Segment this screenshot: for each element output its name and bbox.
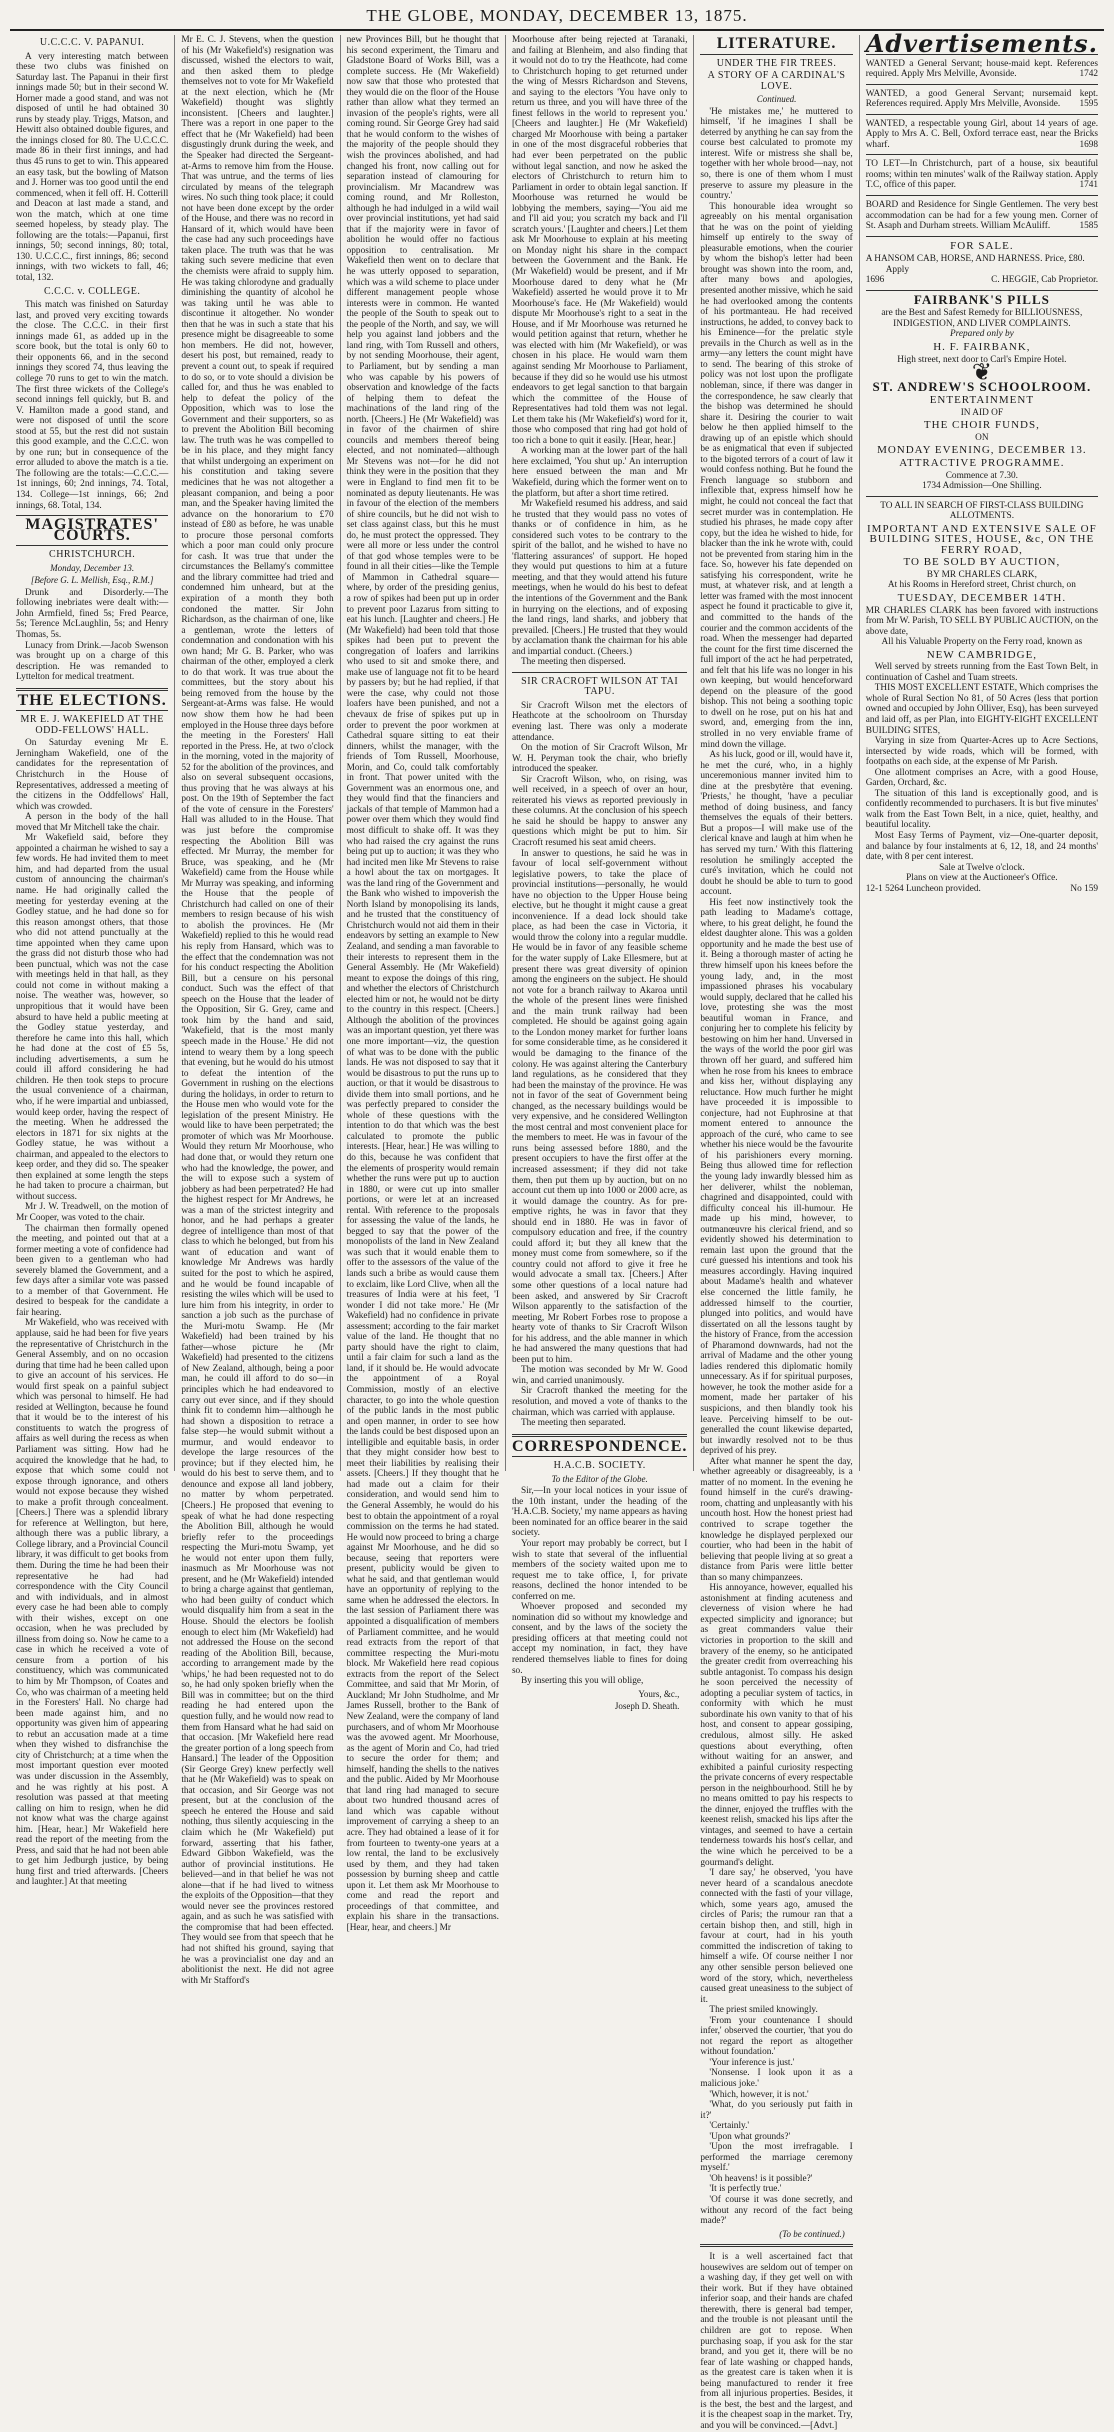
entertainment-programme: ATTRACTIVE PROGRAMME. [899, 456, 1065, 469]
story-title: UNDER THE FIR TREES. [716, 57, 837, 69]
auction-plans: Plans on view at the Auctioneer's Office. [906, 873, 1058, 884]
dateline: Monday, December 13. [50, 562, 135, 573]
article-paragraph: Mr J. W. Treadwell, on the motion of Mr Cooper, was voted to the chair. [16, 1202, 169, 1223]
auction-text: Most Easy Terms of Payment, viz—One-quarter deposit, and balance by four instalments at 6, 12, 18, and 24 months' date, with 8 per cent interest. [865, 831, 1099, 863]
continued-note: Continued. [756, 94, 797, 105]
auction-time: Sale at Twelve o'clock. [939, 862, 1025, 873]
article-paragraph: On the motion of Sir Cracroft Wilson, Mr W. H. Peryman took the chair, who briefly introduced the speaker. [511, 743, 688, 775]
article-heading: SIR CRACROFT WILSON AT TAI TAPU. [521, 675, 679, 698]
ad-text: BOARD and Residence for Single Gentlemen. The very best accommodation can be had for a few young men. Corner of St. Asaph and Durham streets. William McAuliff. [865, 200, 1099, 232]
article-heading: C.C.C. v. COLLEGE. [43, 285, 141, 297]
auction-text: Varying in size from Quarter-Acres up to Acre Sections, intersected by wide roads, which will be formed, with footpaths on each side, at the expense of Mr Parish. [865, 736, 1099, 768]
divider [700, 2244, 852, 2247]
article-paragraph: Sir Cracroft Wilson met the electors of Heathcote at the schoolroom on Thursday evening last. There was only a moderate attendance. [511, 700, 688, 743]
article-paragraph: 'Upon what grounds?' [709, 2131, 791, 2142]
letter-signature: Joseph D. Sheath. [614, 1701, 680, 1712]
article-paragraph: Mr Wakefield, who was received with applause, said he had been for five years the representative of Christchurch in the General Assembly, and on no occasion during that time had he been called upon to give an account of his services. He would first speak on a painful subject which was personal to himself. He had resided at Wellington, because he found that it would be to the interest of his constituents to watch the progress of affairs as well during the recess as when Parliament was sitting. How had he acquired the knowledge that he had, to expose that which some could not expose through ignorance, and others would not expose because they wished to make a profit through concealment. [Cheers.] There was a splendid library for reference at Wellington, but here, although there was a public library, a College library, and a Provincial Council library, it was difficult to get books from them. During the time he had been their representative he had had correspondence with the City Council and with individuals, and in almost every case he had been able to comply with their wishes, except on one occasion, when he was precluded by illness from doing so. Now he came to a case in which he received a vote of censure from a portion of his constituency, which was communicated to him by Mr Thompson, of Coates and Co, who was chairman of a meeting held in the Foresters' Hall. No charge had been made against him, and no opportunity was given him of appearing to rebut an accusation made at a time when they wished to disfranchise the city of Christchurch; at a time when the most important question ever mooted was under discussion in the Assembly, and he was rightly at his post. A resolution was passed at that meeting calling on him to resign, when he did not know what was the charge against him. [Hear, hear.] Mr Wakefield here read the report of the meeting from the Press, and said that he had not been able to get him Jedburgh justice, by being hung first and tried afterwards. [Cheers and laughter.] At that meeting [16, 1318, 169, 1888]
auction-sold: TO BE SOLD BY AUCTION, [903, 556, 1061, 569]
sub-heading: CHRISTCHURCH. [49, 549, 136, 561]
article-paragraph: After what manner he spent the day, whether agreeably or disagreeably, is a matter of no moment. In the evening he found himself in the curé's drawing-room, chatting and unpleasantly with his uncouth host. How the honest priest had contrived to scrape together the knowledge he displayed perplexed our courtier, who had been in the habit of believing that people living at so great a distance from Paris were little better than so many chimpanzees. [700, 1456, 853, 1583]
column-6 [860, 29, 1104, 1471]
ad-number: 1698 [1079, 139, 1099, 150]
entertainment-time: Commence at 7.30. [945, 470, 1019, 481]
ad-footer-row [866, 275, 1098, 286]
column-2 [175, 35, 340, 1986]
article-paragraph: This honourable idea wrought so agreeably on his mental organisation that he was on the point of yielding himself up entirely to the sway of pleasurable emotions, when the courier by whom the bishop's letter had been brought was shown into the room, and, after many bows and apologies, presented another missive, which he said he had overlooked among the contents of his portmanteau. He had received instructions, he added, to convey back to his Eminence—for the prelatic style prevails in the Church as well as in the army—any letters the count might have to send. The bearing of this stroke of policy was not lost upon the profligate nobleman, since, if there was danger in the correspondence, he saw clearly that the bishop was determined he should share it. Desiring the courier to wait below he then applied himself to the drawing up of an epistle which should be as enigmatical that even if subjected to the bigoted terrors of a court of law it would confess nothing. But he found the French language so stubborn and inflexible that, express himself how he might, he could not conceal the fact that secret murder was in contemplation. He studied his phrases, he made copy after copy, but the idea he wished to hide, for blacker than the ink he wrote with, could not be prevented from staring him in the face. So, however his fate depended on satisfying his correspondent, write he must, at whatever risk, and at length a letter was framed with the most innocent aspect he found it practicable to give it, and committed to the hands of the courier and the common accidents of the road. When the messenger had departed the count for the first time discerned the full import of the act he had perpetrated, and felt that his life was no longer in his own keeping, but would henceforward depend on the pleasure of the good bishop. This not being a soothing topic to dwell on he rose, put on his hat and sword, and, emerging from the inn, strolled in no very enviable frame of mind down the village. [700, 201, 853, 750]
ad-text: WANTED a General Servant; house-maid kept. References required. Apply Mrs Melville, Avonside. [865, 58, 1099, 80]
article-paragraph: 'Your inference is just.' [709, 2057, 795, 2068]
ad-number: 1742 [1079, 69, 1099, 80]
article-paragraph: The motion was seconded by Mr W. Good win, and carried unanimously. [511, 1365, 688, 1386]
article-paragraph: The chairman then formally opened the meeting, and pointed out that at a former meeting a vote of confidence had been given to a gentleman who had severely blamed the Government, and a few days after a similar vote was passed to a member of that Government. He desired to bespeak for the candidate a fair hearing. [16, 1223, 169, 1318]
article-paragraph: His feet now instinctively took the path leading to Madame's cottage, where, to his great delight, he found the eldest daughter alone. This was a golden opportunity and he made the best use of it. Being a thorough master of acting he threw himself upon his knees before the young lady, and, in the most impassioned phrases his vocabulary would supply, declared that he called his love, protesting she was the most beautiful woman in France, and conjuring her to complete his felicity by bestowing on him her hand. Unversed in the ways of the world the poor girl was thrown off her guard, and suffered him when he rose from his knees to embrace and kiss her, without displaying any reluctance. How much further he might have proceeded it is impossible to conjecture, had not Euphrosine at that moment entered to announce the approach of the curé, who came to see whether his niece would be the favourite of his parishioners every morning. Being thus allowed time for reflection the young lady inwardly blessed him as her deliverer, whilst the nobleman, chagrined and disappointed, could with difficulty conceal his ill-humour. He made up his mind, however, to outmanœuvre his clerical friend, and so evidently showed his determination to remain last upon the ground that the curé guessed his intentions and took his measures accordingly. Having inquired about Madame's health and whatever else concerned the little family, he addressed himself to the courtier, plunged into politics, and would have dissertated on all the lessons taught by the history of France, from the accession of Pharamond downwards, had not the arrival of Madame and the other young ladies rendered this diplomatic homily unnecessary. As if for spiritual purposes, however, he took the mother aside for a moment, made her partaker of his suspicions, and then blandly took his leave. Perceiving himself to be out-generalled the count likewise departed, but inwardly resolved not to be thus deprived of his prey. [700, 897, 853, 1457]
column-1 [10, 35, 175, 1888]
ad-text: WANTED, a respectable young Girl, about 14 years of age. Apply to Mrs A. C. Bell, Oxford terrace east, near the Bricks wharf. [865, 118, 1099, 150]
article-paragraph: As his luck, good or ill, would have it, he met the curé, who, in a highly unceremonious manner invited him to dine at the presbytère that evening. 'Priests,' he thought, 'have a peculiar method of doing business, and fancy themselves the equals of their betters. But a propos—I will make use of the clerical knave and laugh at him when he has served my turn.' With this flattering resolution he smilingly accepted the curé's invitation, which he could not doubt he should be able to turn to good account. [700, 750, 853, 898]
article-paragraph: Sir Cracroft thanked the meeting for the resolution, and moved a vote of thanks to the chairman, which was carried with applause. [511, 1386, 688, 1418]
article-paragraph: This match was finished on Saturday last, and proved very exciting towards the close. The C.C.C. in their first innings made 61, as added up in the score book, but the total is only 60 to their opponents 66, and in the second innings they scored 74, thus leaving the college 70 runs to get to win the match. The first three wickets of the College's second innings fell quickly, but B. and V. Hamilton made a good stand, and were not disposed of until the score stood at 55, but the rest did not sustain this good example, and the C.C.C. won by one run; but in consequence of the error alluded to above the match is a tie. The following are the totals:—C.C.C.—1st innings, 60; 2nd innings, 74. Total, 134. College—1st innings, 66; 2nd innings, 68. Total, 134. [16, 300, 169, 511]
article-paragraph: His annoyance, however, equalled his astonishment at finding acuteness and cleverness of vision where he had expected simplicity and ignorance; but as great commanders value their victories in proportion to the skill and bravery of the enemy, so he anticipated the greater credit from overreaching his subtle antagonist. To compass his design he soon perceived the necessity of adopting a peculiar system of tactics, in conformity with which he must subordinate his own vanity to that of his host, and consent to appear gossiping, credulous, almost silly. He asked questions about everything, often without waiting for an answer, and exhibited a painful curiosity respecting the private concerns of every respectable person in the neighbourhood. Still he by no means omitted to pay his respects to the dinner, enjoyed the truffles with the keenest relish, smacked his lips after the vintages, and seemed to have a certain tenderness towards his host's cellar, and the wine which he perceived to be a gourmand's delight. [700, 1583, 853, 1868]
article-paragraph: 'Oh heavens! is it possible?' [709, 2173, 813, 2184]
divider [16, 545, 168, 546]
article-paragraph: 'I dare say,' he observed, 'you have never heard of a scandalous anecdote connected with the fasti of your village, which, some years ago, amused the circles of Paris; the rumour ran that a certain bishop then, and still, high in favour at court, had in his youth committed the indiscretion of taking to himself a wife. Of course neither I nor any other sensible person believed one word of the story, which, nevertheless caused great uneasiness to the subject of it. [700, 1868, 853, 2005]
article-paragraph: A working man at the lower part of the hall here exclaimed, 'You shut up.' An interruption here ensued between the man and Mr Wakefield, during which the former went on to the platform, but after a short time retired. [511, 446, 688, 499]
entertainment-date: MONDAY EVENING, DECEMBER 13. [877, 444, 1087, 457]
ad-apply: Apply [885, 264, 909, 275]
article-paragraph: Lunacy from Drink.—Jacob Swenson was brought up on a charge of this description. He was remanded to Lyttelton for medical treatment. [16, 640, 169, 683]
bench-note: [Before G. L. Mellish, Esq., R.M.] [30, 575, 154, 586]
auction-number: No 159 [1070, 883, 1099, 894]
article-paragraph: Sir Cracroft Wilson, who, on rising, was well received, in a speech of over an hour, reiterated his views as reported previously in these columns. At the conclusion of his speech he said he should be happy to answer any questions which might be put to him. Sir Cracroft resumed his seat amid cheers. [511, 774, 688, 849]
entertainment-admission: 1734 Admission—One Shilling. [922, 481, 1042, 492]
article-paragraph: On Saturday evening Mr E. Jerningham Wakefield, one of the candidates for the representation of Christchurch in the House of Representatives, addressed a meeting of the citizens in the Oddfellows' Hall, which was crowded. [16, 738, 169, 812]
article-paragraph: A person in the body of the hall moved that Mr Mitchell take the chair. [16, 812, 169, 833]
divider [866, 236, 1098, 237]
advertorial-paragraph: It is a well ascertained fact that housewives are seldom out of temper on a washing day, if they get well on with their work. But if they have obtained inferior soap, and their hands are chafed therewith, there is general bad temper, and the trouble is not pleasant until the children are got to repose. When purchasing soap, if you ask for the star brand, and you get it, there will be no fear of late washing or chapped hands, as the greatest care is taken when it is being manufactured to render it free from all injurious properties. Besides, it is the best, the best and the largest, and it is the cheapest soap in the market. Try, and you will be convinced.—[Advt.] [700, 2252, 853, 2431]
section-heading: LITERATURE. [716, 35, 837, 52]
ad-number: 1741 [1079, 180, 1099, 191]
divider [16, 688, 168, 691]
entertainment-aid: IN AID OF [960, 407, 1004, 418]
auction-ad [866, 501, 1098, 895]
column-4 [506, 35, 694, 1712]
for-sale-heading: FOR SALE. [950, 239, 1014, 252]
entertainment-cause: THE CHOIR FUNDS, [923, 419, 1040, 432]
article-paragraph: Your report may probably be correct, but I wish to state that several of the influential members of the society waited upon me to request me to take office, I, for private reasons, declined the honor intended to be conferred on me. [511, 1539, 688, 1602]
for-sale-ad [866, 254, 1098, 286]
auction-text: The situation of this land is exceptionally good, and is confidently recommended to purchasers. It is but five minutes' walk from the East Town Belt, in a nice, quiet, healthy, and beautiful locality. [865, 788, 1099, 831]
auction-by: BY MR CHARLES CLARK, [926, 569, 1037, 580]
article-paragraph: Mr Wakefield said, before they appointed a chairman he wished to say a few words. He had invited them to meet him, and had departed from the usual custom of announcing the chairman's name. He had originally called the meeting for yesterday evening at the Godley statue, and he had done so for this reason amongst others, that those who did not attend punctually at the time appointed when they came upon the grass did not disturb those who had been punctual, which was not the case with meetings held in that hall, as they could not come in without making a noise. The weather was, however, so unpropitious that it would have been absurd to have held a public meeting at the Godley statue yesterday, and therefore he came into this hall, which he had done at the cost of £5 5s, including advertisements, a sum he could ill afford considering he had children. He then took steps to procure the usual convenience of a chairman, who, if he were impartial and unbiassed, would keep order, having the respect of the meeting. When he addressed the electors in 1871 for six nights at the Godley statue, he was without a chairman, and appealed to the electors to keep order, and they did so. The speaker then explained at some length the steps he had taken to procure a chairman, but without success. [16, 833, 169, 1202]
ad-number: 1585 [1079, 221, 1099, 232]
pills-text: are the Best and Safest Remedy for BILLIOUSNESS, INDIGESTION, AND LIVER COMPLAINTS. [881, 308, 1083, 329]
auction-text: Well served by streets running from the East Town Belt, in continuation of Cashel and Tuam streets. [865, 662, 1099, 683]
classified-ad [866, 159, 1098, 191]
section-heading: MAGISTRATES' COURTS. [25, 516, 159, 544]
article-paragraph: By inserting this you will oblige, [520, 1676, 644, 1687]
auction-luncheon: 12-1 5264 Luncheon provided. [865, 883, 981, 894]
article-paragraph: 'It is perfectly true.' [709, 2184, 782, 2195]
divider [866, 290, 1098, 291]
divider [866, 114, 1098, 115]
story-subtitle: A STORY OF A CARDINAL'S LOVE. [707, 70, 846, 92]
section-heading: CORRESPONDENCE. [511, 1437, 688, 1455]
pills-title: FAIRBANK'S PILLS [913, 291, 1050, 307]
auction-rooms: At his Rooms in Hereford street, Christ church, on [887, 580, 1076, 591]
article-paragraph: 'What, do you seriously put faith in it?' [700, 2100, 853, 2121]
article-paragraph: Sir,—In your local notices in your issue of the 10th instant, under the heading of the 'H.A.C.B. Society,' my name appears as having been nominated for an office bearer in the said society. [511, 1486, 688, 1539]
auction-headline: TO ALL IN SEARCH OF FIRST-CLASS BUILDING ALLOTMENTS. [880, 500, 1084, 522]
divider [512, 1456, 687, 1457]
column-5 [694, 35, 859, 2431]
entertainment-ad [866, 378, 1098, 492]
ad-advertiser: C. HEGGIE, Cab Proprietor. [991, 275, 1099, 286]
ad-text: WANTED, a good General Servant; nursemaid kept. References required. Apply Mrs Melville, Avonside. [865, 88, 1099, 110]
article-paragraph: 'From your countenance I should infer,' observed the courtier, 'that you do not regard the report as altogether without foundation.' [700, 2015, 853, 2058]
letter-address: To the Editor of the Globe. [551, 1473, 648, 1484]
auction-property: All his Valuable Property on the Ferry road, known as [881, 637, 1083, 648]
pills-prepared: Prepared only by [949, 329, 1014, 340]
crest-icon: ❦ [971, 360, 992, 387]
divider [512, 672, 687, 673]
divider [866, 154, 1098, 155]
classified-ad [866, 59, 1098, 80]
classified-ad [866, 200, 1098, 232]
auction-text: THIS MOST EXCELLENT ESTATE, Which comprises the whole of Rural Section No 81, of 50 Acres (less that portion owned and occupied by John Olliver, Esq), has been surveyed and laid off, as per Plan, into EIGHTY-EIGHT EXCELLENT BUILDING SITES, [865, 683, 1099, 736]
ad-text: A HANSOM CAB, HORSE, AND HARNESS. Price, £80. [865, 254, 1085, 265]
auction-estate-name: NEW CAMBRIDGE, [926, 648, 1038, 661]
article-paragraph: Mr Wakefield resumed his address, and said he trusted that they would pass no votes of thanks or of confidence in him, as he considered such votes to be contrary to the spirit of the ballot, and he wished to have no 'flattering assurances' of support. He hoped they would put questions to him at a future meeting, and that they would attend his future meetings, when he would do his best to defeat the intentions of the Government and the Bank in hurrying on the elections, and of exposing the land rings, land sharks, and jobbery that prevailed. [Cheers.] He trusted that they would by acclamation thank the chairman for his able and impartial conduct. (Cheers.) [511, 499, 688, 657]
divider [16, 710, 168, 711]
masthead: THE GLOBE, MONDAY, DECEMBER 13, 1875. [10, 4, 1104, 31]
auction-text: MR CHARLES CLARK has been favored with instructions from Mr W. Parish, TO SELL BY PUBLIC AUCTION, on the above date, [865, 605, 1099, 637]
pills-address: High street, next door to Carl's Empire Hotel. [897, 354, 1067, 365]
auction-date: TUESDAY, DECEMBER 14TH. [897, 591, 1067, 604]
article-paragraph: The meeting then dispersed. [520, 657, 626, 668]
sub-heading: MR E. J. WAKEFIELD AT THE ODD-FELLOWS' HALL. [20, 714, 164, 736]
auction-footer-row [866, 884, 1098, 895]
article-paragraph: Moorhouse after being rejected at Taranaki, and failing at Blenheim, and also finding that it would not do to try the Heathcote, had come to Christchurch hoping to get returned under the wing of Messrs Richardson and Stevens, and saying to the electors 'You have only to return us three, and you will have three of the finest fellows in the world to represent you.' [Cheers and laughter.] He (Mr Wakefield) charged Mr Moorhouse with being a partaker in one of the most disgraceful robberies that had ever been perpetrated on the public without legal sanction, and now he asked the electors of Christchurch to return him to Parliament in order to obtain legal sanction. If Moorhouse was returned he would be lobbying the members, saying—'You aid me and I'll aid you; you scratch my back and I'll scratch yours.' [Laughter and cheers.] Let them ask Mr Moorhouse to explain at his meeting on Monday night his share in the compact between the Government and the Bank. He (Mr Wakefield) would be present, and if Mr Moorhouse dared to deny what he (Mr Wakefield) asserted he would prove it to Mr Moorhouse's face. He (Mr Wakefield) would dispute Mr Moorhouse's right to a seat in the House, and if Mr Moorhouse was returned he would petition against that return, whether he was elected with him (Mr Wakefield), or was chosen in his place. He would warn them against sending Mr Moorhouse to Parliament, because if they did so he would use his utmost endeavors to get legal sanction to that bargain which the committee of the House of Representatives had told them was not legal. Let them take his (Mr Wakefield's) word for it, those who composed that ring had got hold of too rich a bone to quit it easily. [Hear, hear.] [511, 35, 688, 446]
ad-number: 1595 [1079, 99, 1099, 110]
classified-ad [866, 89, 1098, 110]
article-paragraph: 'Upon the most irrefragable. I performed the marriage ceremony myself.' [700, 2142, 853, 2174]
divider [866, 84, 1098, 85]
pills-maker: H. F. FAIRBANK, [933, 341, 1031, 354]
sub-heading: H.A.C.B. SOCIETY. [553, 1460, 646, 1472]
divider [866, 195, 1098, 196]
continued-note: (To be continued.) [779, 2228, 845, 2239]
article-paragraph: Mr E. C. J. Stevens, when the question of his (Mr Wakefield's) resignation was discussed, wished the electors to wait, and then asked them to pledge themselves not to vote for Mr Wakefield at the next election, which he (Mr Wakefield) thought was slightly inconsistent. [Cheers and laughter.] There was a report in one paper to the effect that he (Mr Wakefield) had been disgustingly drunk during the week, and the Speaker had directed the Sergeant-at-Arms to remove him from the House. That was untrue, and the terms of lies circulated by means of the telegraph wires. No such thing took place; it could not have been done except by the order of the House, and there was no record in Hansard of it, which would have been the case had any such proceedings have taken place. The truth was that he was taking such severe medicine that even the chemists were afraid to supply him. He was taking chlorodyne and gradually diminishing the quantity of alcohol he was taking until he was able to discontinue it altogether. No wonder then that he was in such a state that his presence might be disagreeable to some hon members. He did not, however, desert his post, but remained, ready to prevent a count out, to speak if required to do so, or to vote should a division be called for, and thus he was enabled to help to defeat the policy of the Opposition, which was to lose the Government and their supporters, so as to prevent the Abolition Bill becoming law. The truth was he was compelled to be in his place, and they might fancy that whilst undergoing an experiment on his constitution and taking severe medicines that he was not altogether a pleasant companion, and being a poor man, and the Speaker having limited the advance on the honorarium to £70 instead of £80 as before, he was unable to procure those personal comforts which a poor man could only procure for cash. It was true that under the circumstances the Bellamy's committee and the library committee had tried and condemned him unheard, but at the expiration of a month they both condoned the matter. Sir John Richardson, as the chairman of one, like a gentleman, wrote the letters of condemnation and condonation with his own hand; Mr G. B. Parker, who was chairman of the other, employed a clerk to do that work. It was true about the committees, but the story about his being removed from the house by the Sergeant-at-Arms was false. He would now show them how he had been employed in the House three days before the meeting in the Foresters' Hall reported in the Press. He, at two o'clock in the morning, voted in the majority of 52 for the abolition of the provinces, and also on several subsequent occasions, thus proving that he was always at his post. On the 19th of September the fact of the vote of censure in the Foresters' Hall was alluded to in the House. That was just before the compromise respecting the Abolition Bill was effected. Mr Murray, the member for Bruce, was speaking, and he (Mr Wakefield) came from the House while Mr Murray was speaking, and informing the House that the people of Christchurch had called on one of their members to resign because of his wish to abolish the provinces. He (Mr Wakefield) replied to this he would read his reply from Hansard, which was to the effect that the condemnation was not for his conduct respecting the Abolition Bill, but a censure on his personal conduct. Such was the effect of that speech on the House that the leader of the Opposition, Sir G. Grey, came and took him by the hand and said, 'Wakefield, that is the most manly speech made in the House.' He did not intend to weary them by a long speech that evening, but he would do his utmost to defeat the intention of the Government in rushing on the elections during the holidays, in order to return to the House men who would vote for the legislation of the present Ministry. He would like to have been perpetrated; the promoter of which was Mr Moorhouse. Would they return Mr Moorhouse, who had done that, or would they return one who had the knowledge, the power, and the will to expose such a system of jobbery as had been perpetrated? He had the highest respect for Mr Andrews, he was a man of the strictest integrity and honor, and he had perhaps a greater degree of intelligence than most of that class to which he belonged, but from his want of education and want of knowledge Mr Andrews was hardly suited for the post to which he aspired, and he would be found incapable of resisting the wiles which will be used to lure him from his integrity, in order to sanction a job such as the purchase of the Muri-motu Swamp. He (Mr Wakefield) had been trained by his father—whose picture he (Mr Wakefield) had presented to the citizens of New Zealand, although, being a poor man, he could ill afford to do so—in principles which he had endeavored to carry out ever since, and if they should think fit to condemn him—although he had shown a disposition to retrace a false step—he would submit without a murmur, and would endeavor to develope the large resources of the province; but if they elected him, he would do his best to serve them, and to denounce and expose all land jobbery, no matter by whom perpetrated. [Cheers.] He proposed that evening to speak of what he had done respecting the Abolition Bill, although he would briefly refer to the proceedings respecting the Muri-motu Swamp, yet he would not enter upon them fully, inasmuch as Mr Moorhouse was not present, and he (Mr Wakefield) intended to bring a charge against that gentleman, who had been guilty of conduct which would disqualify him from a seat in the House. Should the electors be foolish enough to elect him (Mr Wakefield) had not addressed the House on the second reading of the Abolition Bill, because, according to arrangement made by the 'whips,' he had been requested not to do so, he had only spoken briefly when the Bill was in committee; but on the third reading he had entered upon the question fully, and he would now read to them from Hansard what he had said on that occasion. [Mr Wakefield here read the greater portion of a long speech from Hansard.] The leader of the Opposition (Sir George Grey) knew perfectly well that he (Mr Wakefield) was to speak on that occasion, and Sir George was not present, but at the conclusion of the speech he entered the House and said nothing, thus silently acquiescing in the claim which he (Mr Wakefield) put forward, asserting that his father, Edward Gibbon Wakefield, was the author of provincial institutions. He believed—and in that belief he was not alone—that if he had lived to witness the exploits of the Opposition—that they would never see the provinces restored again, and as such he was satisfied with the compromise that had been effected. They would see from that speech that he had not shifted his ground, saying that he was a provincialist one day and an abolitionist the next. He did not agree with Mr Stafford's [181, 35, 334, 1986]
article-paragraph: Whoever proposed and seconded my nomination did so without my knowledge and consent, and by the laws of the society the presiding officers at that meeting could not accept my nomination, in fact, they have rendered themselves liable to fines for doing so. [511, 1602, 688, 1676]
pills-ad [866, 291, 1098, 365]
article-paragraph: new Provinces Bill, but he thought that his second experiment, the Timaru and Gladstone Board of Works Bill, was a complete success. He (Mr Wakefield) now saw that those who protested that they would die on the floor of the House rather than allow what they termed an invasion of the people's rights, were all coming round. Sir George Grey had said that he would conform to the wishes of the majority of the people should they wish the provinces abolished, and had changed his front, now calling out for separation instead of clamouring for provincialism. Mr Macandrew was coming round, and Mr Rolleston, although he had indulged in a wild wail over provincial institutions, yet had said that if the majority were in favor of abolition he would offer no factious opposition to centralisation. Mr Wakefield then went on to declare that he was utterly opposed to separation, which was a wild scheme to place under different management people whose interests were in common. He wanted the people of the South to speak out to the people of the North, and say, we will help you against land jobbers and the land ring, with Tom Russell and others, by not sending Moorhouse, their agent, to Parliament, but by sending a man who was capable by his powers of observation and knowledge of the facts of helping them to defeat the machinations of the land ring of the north. [Cheers.] He (Mr Wakefield) was in favor of the chairmen of shire councils and members thereof being elected, and not nominated—although Mr Stevens was not—for he did not think they were in the position that they were in England to find men fit to be nominated as deputy lieutenants. He was in favour of the election of the members of shire councils, but he did not wish to set class against class, but this he must do, he must protect the oppressed. They were all more or less under the control of that god whose temples were to be found in all their cities—like the Temple of Mammon in Cathedral square—where, by order of the presiding genius, a row of spikes had been put up in order to prevent poor Lazarus from sitting to eat his lunch. [Laughter and cheers.] He (Mr Wakefield) had been told that those spikes had been put to prevent the congregation of loafers and larrikins who used to sit and smoke there, and make use of language not fit to be heard by passers by; but he had replied, if that were the case, why could not those loafers have been punished, and not a chevaux de frise of spikes put up in order to prevent the poor workmen at Cathedral square sitting to eat their dinners, whilst the manager, with the friends of Tom Russell, Moorhouse, Morin, and Co, could talk comfortably in front. That power united with the Government was an enormous one, and they would find that the financiers and jackals of that temple of Mammon had a power over them which they would find most difficult to shake off. It was they who had raised the cry against the runs being put up to auction; it was they who had incited men like Mr Stevens to raise a howl about the tax on mortgages. It was the land ring of the Government and the Bank who wished to impoverish the North Island by monopolising its lands, and he trusted that the constituency of Christchurch would not aid them in their endeavors by setting an example to New Zealand, and sending a man favorable to their interests to represent them in the General Assembly. He (Mr Wakefield) meant to expose the doings of this ring, and whether the electors of Christchurch elected him or not, he would not be dirty to the country in this respect. [Cheers.] Although the abolition of the provinces was an important question, yet there was one more important—viz, the question of what was to be done with the public lands. He was not disposed to say that it would be disastrous to put the runs up to auction, or that it would be disastrous to divide them into small portions, and he was perfectly prepared to consider the whole of these questions with the intention to do that which was the best calculated to promote the public interests. [Hear, hear.] He was willing to do this, because he was confident that the elements of prosperity would remain whether the runs were put up to auction in 1880, or were cut up into smaller portions, or were let at an increased rental. With reference to the proposals for assessing the value of the lands, he begged to say that the power of the monopolists of the land in New Zealand was such that it would enable them to offer to the assessors of the value of the lands such a bribe as would cause them to exclaim, like Lord Clive, when all the treasures of India were at his feet, 'I wonder I did not take more.' He (Mr Wakefield) had no confidence in private assessment; according to the fair market value of the land. He thought that no party should have the right to claim, until a fair claim for such a land as the land, if it should be. He would advocate the appointment of a Royal Commission, mostly of an elective character, to go into the whole question of the public lands in the most public and open manner, in order to see how the lands could be best disposed upon an intelligible and equitable basis, in order that they might consider how best to meet their liabilities by realising their assets. [Cheers.] If they thought that he had made out a claim for their consideration, and would send him to the General Assembly, he would do his best to obtain the appointment of a royal commission on the terms he had stated. He would now proceed to bring a charge against Mr Moorhouse, and he did so because, seeing that reporters were present, publicity would be given to what he said, and that gentleman would have an opportunity of replying to the same when he addressed the electors. In the last session of Parliament there was appointed a disqualification of members of Parliament committee, and he would read extracts from the report of that committee respecting the Muri-motu block. Mr Wakefield here read copious extracts from the report of the Select Committee, and said that Mr Morin, of Auckland; Mr John Studholme, and Mr James Russell, brother to the Bank of New Zealand, were the company of land purchasers, and of whom Mr Moorhouse was the avowed agent. Mr Moorhouse, as the agent of Morin and Co, had tried to secure the order for them; and himself, handing the shells to the natives and the public. Aided by Mr Moorhouse that land ring had managed to secure about two hundred thousand acres of land which was capable without improvement of carrying a sheep to an acre. They had obtained a lease of it for from fourteen to twenty-one years at a low rental, the land to be exclusively used by them, and they had taken possession by burning sheep and cattle upon it. Let them ask Mr Moorhouse to come and read the report and proceedings of that committee, and explain his share in the transactions. [Hear, hear, and cheers.] Mr [346, 35, 499, 1933]
entertainment-title: ENTERTAINMENT [929, 394, 1035, 407]
article-paragraph: 'Which, however, it is not.' [709, 2089, 809, 2100]
article-paragraph: 'Of course it was done secretly, and without any record of the fact being made?' [700, 2195, 853, 2227]
column-3 [341, 35, 506, 1933]
divider [866, 496, 1098, 497]
article-heading: U.C.C.C. V. PAPANUI. [39, 37, 145, 48]
entertainment-venue: ST. ANDREW'S SCHOOLROOM. [872, 378, 1092, 394]
article-paragraph: In answer to questions, he said he was in favour of local self-government without legislative powers, to take the place of provincial institutions—personally, he would have no objection to the Upper House being elective, but he thought it might cause a great inconvenience. If a dead lock should take place, as had been the case in Victoria, it would throw the colony into a regular muddle. He would be in favor of any feasible scheme for the water supply of Lake Ellesmere, but at present there was great diversity of opinion among the engineers on the subject. He should not vote for a branch railway to Akaroa until the whole of the present lines were finished and the main trunk railway had been completed. He should be against going again to the London money market for further loans for some considerable time, as he considered it would be damaging to the finance of the colony. He was against altering the Canterbury land regulations, as he considered that they had been the mainstay of the province. He was not in favor of the seat of Government being changed, as the necessary buildings would be very expensive, and he considered Wellington the most central and most convenient place for the members to meet. He was in favour of the runs being assessed before 1880, and the present occupiers to have the first offer at the increased assessment; if they did not take them, then put them up by auction, but on no account cut them up into 1000 or 2000 acre, as it would damage the country. As for pre-emptive rights, he was in favor that they should end in 1880. He was in favor of compulsory education and free, if the country could afford it; but they all knew that the money must come from somewhere, so if the country could not afford to give it free he would advocate a small tax. [Cheers.] After some other questions of a local nature had been asked, and answered by Sir Cracroft Wilson apparently to the satisfaction of the meeting, Mr Robert Forbes rose to propose a hearty vote of thanks to Sir Cracroft Wilson for his address, and the able manner in which he had answered the many questions that had been put to him. [511, 848, 688, 1365]
article-paragraph: Drunk and Disorderly.—The following inebriates were dealt with:—John Armfield, fined 5s; Fred Pearce, 5s; Terence McLaughlin, 5s; and Henry Thomas, 5s. [16, 587, 169, 640]
article-paragraph: 'Nonsense. I look upon it as a malicious joke.' [700, 2068, 853, 2089]
divider [512, 1434, 687, 1437]
article-paragraph: 'Certainly.' [709, 2121, 750, 2132]
article-paragraph: 'He mistakes me,' he muttered to himself, 'if he imagines I shall be deterred by anything he can say from the course best calculated to promote my interest. Wife or mistress she shall be, together with her whole brood—nay, not so, there is one of them whom I must preserve to assure my pleasure in the country.' [700, 106, 853, 202]
article-paragraph: A very interesting match between these two clubs was finished on Saturday last. The Papanui in their first innings made 50; but in their second W. Horner made a good stand, and was not disposed of until he had obtained 30 runs by steady play. Triggs, Matson, and Hewitt also obtained double figures, and the innings closed for 80. The U.C.C.C. made 86 in their first innings, and had thus 45 runs to get to win. This appeared an easy task, but the bowling of Matson and J. Horner was too good until the end commenced, when it fell off. H. Cotterill and Deacon at last made a stand, and won the match, which at one time seemed hopeless, by steady play. The following are the totals:—Papanui, first innings, 50; second innings, 80; total, 130. U.C.C.C., first innings, 86; second innings, with two wickets to fall, 46; total, 132. [16, 51, 169, 284]
classified-ad [866, 119, 1098, 151]
divider [700, 54, 852, 55]
article-paragraph: The priest smiled knowingly. [709, 2005, 818, 2016]
ad-number: 1696 [865, 275, 885, 286]
letter-signoff: Yours, &c., [638, 1688, 680, 1699]
columns [10, 29, 1104, 2431]
entertainment-on: ON [975, 432, 989, 443]
section-heading: THE ELECTIONS. [17, 691, 167, 709]
advertisements-title: Advertisements. [865, 29, 1099, 58]
auction-title: IMPORTANT AND EXTENSIVE SALE OF BUILDING SITES, HOUSE, &c, ON THE FERRY ROAD, [867, 522, 1097, 556]
auction-text: One allotment comprises an Acre, with a good House, Garden, Orchard, &c. [865, 767, 1099, 789]
ad-text: TO LET—In Christchurch, part of a house, six beautiful rooms; within ten minutes' walk of the Railway station. Apply T.C, office of this paper. [865, 159, 1099, 191]
article-paragraph: The meeting then separated. [520, 1418, 626, 1429]
